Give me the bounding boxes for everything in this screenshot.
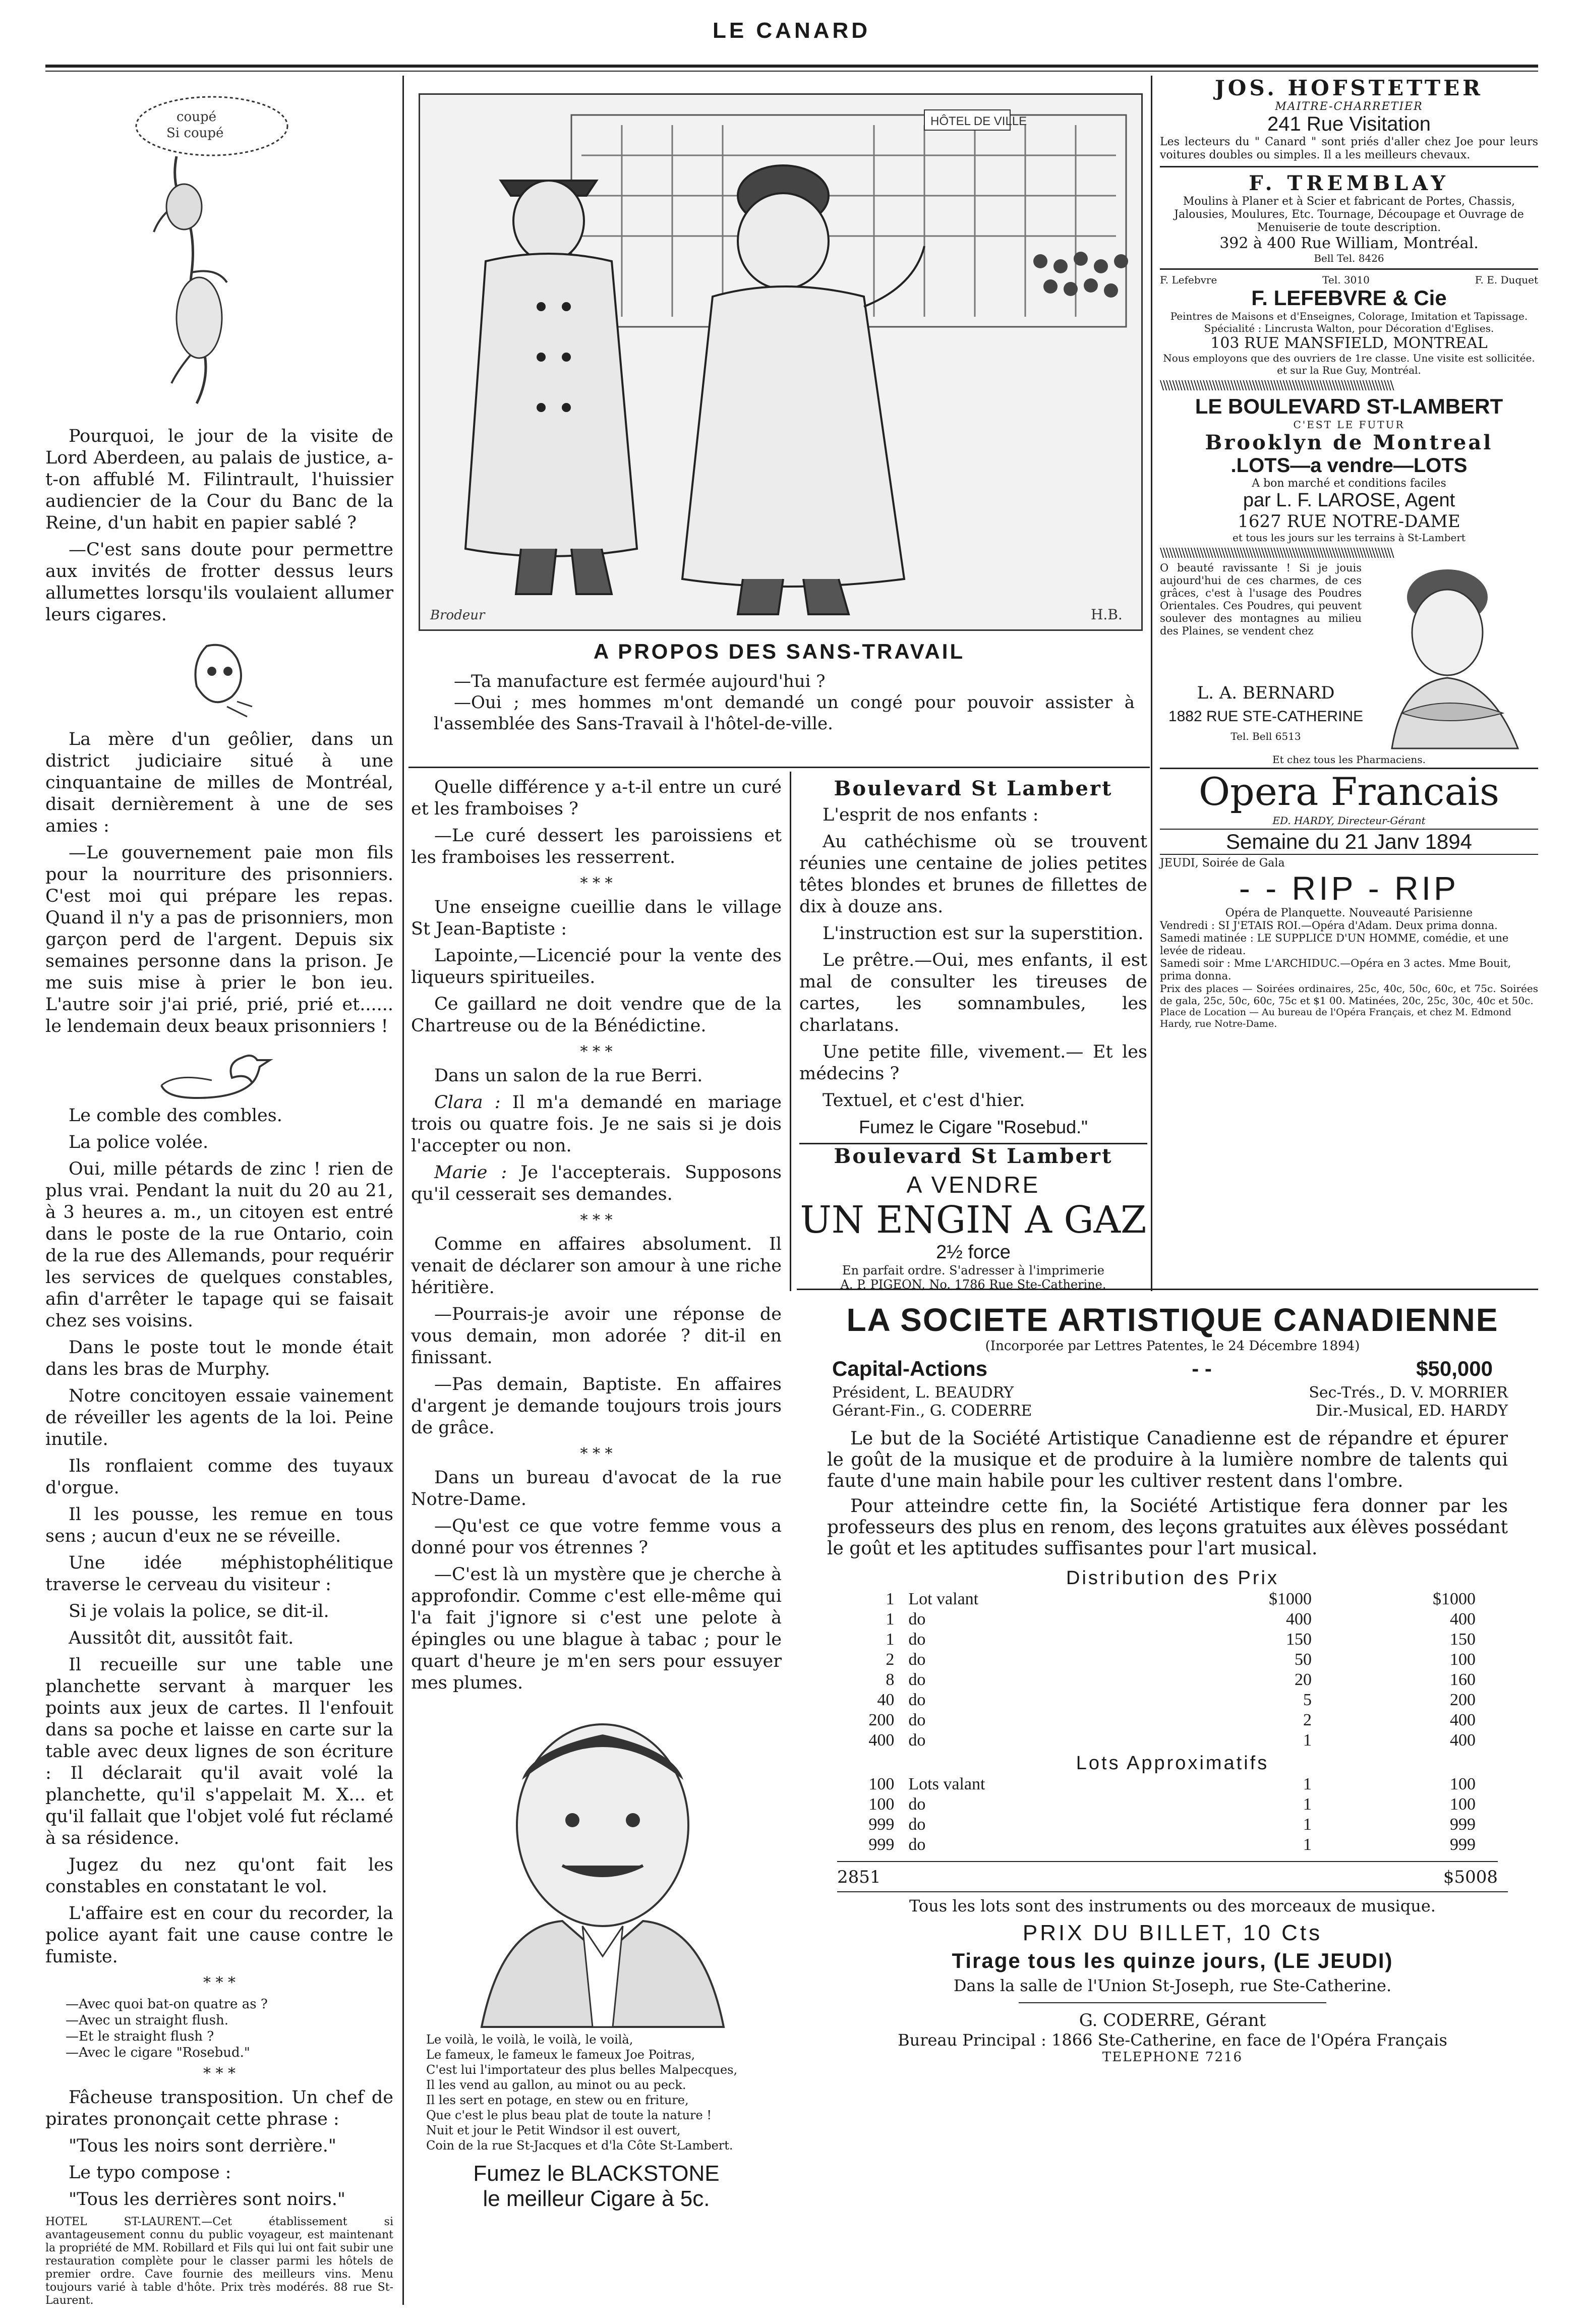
prize-qty: 40 xyxy=(877,1691,895,1709)
capital-value: $50,000 xyxy=(1416,1357,1493,1380)
paragraph: —Le gouvernement paie mon fils pour la nourriture des prisonniers. C'est moi qui prépare les repas. Quand il n'y a pas de prisonniers, mon garçon perd de l'argent. Depuis six semaines personne dans la prison. Je me suis mise à prier le bon ieu. L'autre soir j'ai prié, prié, prié et...... le lendemain deux beaux prisonniers ! xyxy=(45,843,393,1036)
prize-value: 50 xyxy=(1294,1650,1312,1669)
prize-label: do xyxy=(908,1691,926,1709)
capital-dash: - - xyxy=(1192,1357,1212,1380)
skull-icon xyxy=(45,631,393,727)
duck-icon xyxy=(45,1042,393,1103)
separator: * * * xyxy=(203,2065,236,2082)
brooklyn: Brooklyn de Montreal xyxy=(1205,431,1493,454)
paragraph: Dans le poste tout le monde était dans les bras de Murphy. xyxy=(45,1338,393,1379)
paragraph: Le comble des combles. xyxy=(69,1106,282,1126)
masthead-rule-thin xyxy=(45,71,1538,72)
tirage: Tirage tous les quinze jours, (LE JEUDI) xyxy=(952,1949,1393,1972)
cartoon-signature-left: Brodeur xyxy=(430,608,485,623)
caption-line: —Ta manufacture est fermée aujourd'hui ? xyxy=(454,671,826,691)
officer: Président, L. BEAUDRY xyxy=(832,1384,1014,1402)
prize-value: 1 xyxy=(1303,1775,1312,1793)
prize-total: 100 xyxy=(1450,1650,1476,1669)
prize-value: 1 xyxy=(1303,1835,1312,1854)
paragraph: Ce gaillard ne doit vendre que de la Chartreuse ou de la Bénédictine. xyxy=(411,994,782,1036)
prize-qty: 999 xyxy=(868,1835,895,1854)
opera-title: Opera Francais xyxy=(1160,768,1538,815)
prize-value: 1 xyxy=(1303,1731,1312,1750)
approx-title: Lots Approximatifs xyxy=(1076,1753,1269,1774)
ad-rule xyxy=(1160,166,1538,167)
prize-value: 1 xyxy=(1303,1795,1312,1814)
small-line: —Avec le cigare "Rosebud." xyxy=(66,2045,250,2060)
speaker: Marie : xyxy=(434,1163,507,1183)
paragraph: Dans un bureau d'avocat de la rue Notre-Dame. xyxy=(411,1468,782,1509)
paragraph: Au cathéchisme où se trouvent réunies une centaine de jolies petites têtes blondes et brunes de fillettes de dix à douze ans. xyxy=(799,832,1147,917)
paragraph: Une petite fille, vivement.— Et les médecins ? xyxy=(799,1042,1147,1084)
beaute-text: O beauté ravissante ! Si je jouis aujourd'hui de ces charmes, de ces grâces, c'est à l'usage des Poudres Orientales. Ces Poudres, qui peuvent soulever des montagnes au milieu des Plaines, se vendent chez xyxy=(1160,562,1362,637)
paragraph: Aussitôt dit, aussitôt fait. xyxy=(69,1628,294,1648)
poem-line: Il les vend au gallon, au minot ou au peck. xyxy=(426,2078,686,2092)
lots-note: Tous les lots sont des instruments ou des morceaux de musique. xyxy=(909,1896,1436,1915)
cartoon-caption xyxy=(434,671,1135,734)
ad-rule xyxy=(837,1891,1508,1892)
column-3 xyxy=(799,777,1147,1292)
prize-label: do xyxy=(908,1835,926,1854)
poem-line: Il les sert en potage, en stew ou en friture, xyxy=(426,2093,689,2107)
separator: * * * xyxy=(580,875,613,892)
lefebvre-text: Peintres de Maisons et d'Enseignes, Colorage, Imitation et Tapissage. Spécialité : Lincrusta Walton, pour Décoration d'Eglises. xyxy=(1170,310,1528,334)
column-rule xyxy=(790,772,791,1291)
lefebvre-left: F. Lefebvre xyxy=(1160,274,1217,286)
caption-line: —Oui ; mes hommes m'ont demandé un congé pour pouvoir assister à l'assemblée des Sans-Travail à l'hôtel-de-ville. xyxy=(434,692,1135,734)
totals-row xyxy=(837,1861,1498,1887)
prize-total: 100 xyxy=(1450,1775,1476,1793)
woman-portrait xyxy=(1372,562,1533,748)
paragraph: L'affaire est en cour du recorder, la police ayant fait une cause contre le fumiste. xyxy=(45,1903,393,1967)
prize-qty: 999 xyxy=(868,1815,895,1834)
boulevard-header: Boulevard St Lambert xyxy=(834,777,1113,800)
opera-prix: Prix des places — Soirées ordinaires, 25c, 40c, 50c, 60c, et 75c. Soirées de gala, 25c, 50c, 60c, 75c et $1 00. Matinées, 20c, 25c, 30c, 40c et 50c. xyxy=(1160,982,1538,1007)
paragraph: Pour atteindre cette fin, la Société Artistique fera donner par les professeurs des plus en renom, des leçons gratuites aux élèves possédant le goût et les aptitudes suffisantes pour l'art musical. xyxy=(827,1496,1508,1559)
officer: Gérant-Fin., G. CODERRE xyxy=(832,1402,1032,1420)
larose-note: et tous les jours sur les terrains à St-Lambert xyxy=(1233,532,1465,544)
rabbit-illustration xyxy=(45,81,393,424)
approx-table xyxy=(837,1774,1483,1855)
prize-label: do xyxy=(908,1670,926,1689)
paragraph: Lapointe,—Licencié pour la vente des liqueurs spiritueiles. xyxy=(411,946,782,987)
prize-row xyxy=(837,1774,1483,1794)
paragraph xyxy=(411,1162,782,1205)
conditions: A bon marché et conditions faciles xyxy=(1252,477,1446,490)
prize-qty: 8 xyxy=(886,1670,895,1689)
prize-total: 150 xyxy=(1450,1630,1476,1649)
zigzag-rule: \\\\\\\\\\\\\\\\\\\\\\\\\\\\\\\\\\\\\\\\\\\\\\\\\\\\\\\\\\\\\\\\\\\\\\\\\\\\ xyxy=(1160,546,1393,560)
paragraph: —C'est là un mystère que je cherche à approfondir. Comme c'est elle-même qui l'a fait j'ignore si c'est une pelote à épingles ou une blague à tabac ; pour le quart d'heure je m'en sers pour essuyer mes plumes. xyxy=(411,1564,782,1693)
paragraph: Si je volais la police, se dit-il. xyxy=(69,1601,329,1621)
bernard-name: L. A. BERNARD xyxy=(1197,683,1335,703)
larose-address: 1627 RUE NOTRE-DAME xyxy=(1238,511,1460,532)
coderre: G. CODERRE, Gérant xyxy=(1079,2010,1266,2030)
masthead-rule xyxy=(45,65,1538,68)
poem-line: C'est lui l'importateur des plus belles Malpecques, xyxy=(426,2063,738,2077)
separator: * * * xyxy=(580,1211,613,1229)
prize-row xyxy=(837,1589,1483,1609)
paragraph: Oui, mille pétards de zinc ! rien de plus vrai. Pendant la nuit du 20 au 21, à 3 heures a. m., un citoyen est entré dans le poste de la rue Ontario, coin de la rue des Allemands, pour requérir les services de quelques constables, afin d'arrêter le tapage qui se faisait chez ses voisins. xyxy=(45,1159,393,1331)
opera-week: Semaine du 21 Janv 1894 xyxy=(1160,829,1538,855)
total-left: 2851 xyxy=(837,1867,881,1887)
bernard-tel: Tel. Bell 6513 xyxy=(1230,730,1301,742)
poem-line: Nuit et jour le Petit Windsor il est ouvert, xyxy=(426,2123,681,2137)
prize-row xyxy=(837,1609,1483,1630)
prize-row xyxy=(837,1650,1483,1670)
prize-qty: 1 xyxy=(886,1610,895,1629)
prize-total: $1000 xyxy=(1433,1590,1476,1608)
prize-total: 999 xyxy=(1450,1835,1476,1854)
prize-row xyxy=(837,1690,1483,1710)
poem xyxy=(411,2032,782,2153)
prize-total: 400 xyxy=(1450,1610,1476,1629)
paragraph: Il les pousse, les remue en tous sens ; aucun d'eux ne se réveille. xyxy=(45,1504,393,1546)
paragraph: Pourquoi, le jour de la visite de Lord Aberdeen, au palais de justice, a-t-on affublé M. Filintrault, l'huissier audiencier de la Cour du Banc de la Reine, d'un habit en papier sablé ? xyxy=(45,426,393,533)
paragraph: Le typo compose : xyxy=(69,2163,231,2183)
prize-label: do xyxy=(908,1815,926,1834)
etat: En parfait ordre. S'adresser à l'imprimerie xyxy=(842,1263,1104,1277)
hotel-ad: HOTEL ST-LAURENT.—Cet établissement si avantageusement connu du public voyageur, est maintenant la propriété de MM. Robillard et Fils qui lui ont fait subir une restauration complète pour le classer parmi les hôtels de premier ordre. Cave fournie des meilleurs vins. Menu toujours varié à table d'hôte. Prix très modérés. 88 rue St-Laurent. xyxy=(45,2216,393,2307)
futur: C'EST LE FUTUR xyxy=(1293,419,1405,431)
prize-total: 100 xyxy=(1450,1795,1476,1814)
distribution-title: Distribution des Prix xyxy=(1066,1567,1279,1589)
masthead: LE CANARD xyxy=(712,18,871,43)
prize-qty: 1 xyxy=(886,1630,895,1649)
paragraph: Fâcheuse transposition. Un chef de pirates prononçait cette phrase : xyxy=(45,2087,393,2129)
separator: * * * xyxy=(203,1974,236,1992)
lefebvre-right: F. E. Duquet xyxy=(1475,274,1538,286)
prize-total: 400 xyxy=(1450,1731,1476,1750)
rosebud-ad: Fumez le Cigare "Rosebud." xyxy=(859,1117,1088,1137)
officers xyxy=(807,1384,1538,1420)
column-rule xyxy=(1151,76,1152,1291)
paragraph: Dans un salon de la rue Berri. xyxy=(434,1066,703,1086)
prize-value: 1 xyxy=(1303,1815,1312,1834)
rip-rip: - - RIP - RIP xyxy=(1239,869,1459,907)
small-line: —Et le straight flush ? xyxy=(66,2029,214,2044)
prize-row xyxy=(837,1815,1483,1835)
bubble-text-1: coupé xyxy=(177,109,216,125)
column-4 xyxy=(1160,76,1538,1286)
capital-row xyxy=(807,1354,1538,1384)
paragraph: —Pourrais-je avoir une réponse de vous demain, mon adorée ? dit-il en finissant. xyxy=(411,1304,782,1368)
opera-plan: Opéra de Planquette. Nouveauté Parisienne xyxy=(1225,907,1473,919)
cartoon-title: A PROPOS DES SANS-TRAVAIL xyxy=(593,640,965,663)
prize-label: do xyxy=(908,1731,926,1750)
telephone: TELEPHONE 7216 xyxy=(1102,2050,1243,2065)
paragraph: La mère d'un geôlier, dans un district judiciaire situé à une cinquantaine de milles de Montréal, disait dernièrement à une de ses amies : xyxy=(45,729,393,836)
billet-price: PRIX DU BILLET, 10 Cts xyxy=(1022,1921,1323,1945)
total-right: $5008 xyxy=(1443,1867,1498,1887)
zigzag-rule: \\\\\\\\\\\\\\\\\\\\\\\\\\\\\\\\\\\\\\\\\\\\\\\\\\\\\\\\\\\\\\\\\\\\\\\\\\\\ xyxy=(1160,378,1393,392)
paragraph xyxy=(411,1092,782,1157)
separator: * * * xyxy=(580,1445,613,1463)
prize-value: 20 xyxy=(1294,1670,1312,1689)
prize-total: 160 xyxy=(1450,1670,1476,1689)
prize-qty: 100 xyxy=(868,1775,895,1793)
force: 2½ force xyxy=(936,1242,1011,1263)
prize-qty: 2 xyxy=(886,1650,895,1669)
prize-label: Lots valant xyxy=(908,1775,985,1793)
small-line: —Avec quoi bat-on quatre as ? xyxy=(66,1997,268,2012)
poem-line: Le fameux, le fameux le fameux Joe Poitras, xyxy=(426,2048,695,2062)
ad-rule xyxy=(1019,2002,1326,2003)
prize-label: do xyxy=(908,1795,926,1814)
dialogue: Je l'accepterais. Supposons qu'il cesserait ses demandes. xyxy=(411,1163,782,1204)
capital-label: Capital-Actions xyxy=(832,1357,988,1380)
prize-label: do xyxy=(908,1630,926,1649)
paragraph: —Pas demain, Baptiste. En affaires d'argent je demande toujours trois jours de grâce. xyxy=(411,1374,782,1438)
blackstone-ad: Fumez le BLACKSTONE xyxy=(473,2161,720,2186)
column-2 xyxy=(411,777,782,2310)
opera-prog: Samedi soir : Mme L'ARCHIDUC.—Opéra en 3 actes. Mme Bouit, prima donna. xyxy=(1160,957,1511,982)
small-joke xyxy=(45,1996,393,2061)
prize-value: 2 xyxy=(1303,1711,1312,1729)
paragraph: L'instruction est sur la superstition. xyxy=(823,923,1144,944)
prize-qty: 1 xyxy=(886,1590,895,1608)
paragraph: Notre concitoyen essaie vainement de réveiller les agents de la loi. Peine inutile. xyxy=(45,1386,393,1449)
prize-value: 400 xyxy=(1285,1610,1312,1629)
pharmacies: Et chez tous les Pharmaciens. xyxy=(1272,753,1426,766)
prize-value: 150 xyxy=(1285,1630,1312,1649)
larose: par L. F. LAROSE, Agent xyxy=(1243,490,1455,511)
paragraph: Textuel, et c'est d'hier. xyxy=(823,1090,1025,1111)
blackstone-ad-sub: le meilleur Cigare à 5c. xyxy=(483,2186,710,2211)
poem-line: Coin de la rue St-Jacques et d'la Côte St-Lambert. xyxy=(426,2138,733,2153)
paragraph: —Qu'est ce que votre femme vous a donné pour vos étrennes ? xyxy=(411,1516,782,1558)
lefebvre-tel: Tel. 3010 xyxy=(1322,274,1370,286)
column-rule xyxy=(402,76,404,2305)
hofstetter-sub: MAITRE-CHARRETIER xyxy=(1275,100,1423,113)
tremblay-name: F. TREMBLAY xyxy=(1249,171,1449,195)
opera-prog: Samedi matinée : LE SUPPLICE D'UN HOMME, comédie, et une levée de rideau. xyxy=(1160,932,1509,957)
prize-qty: 200 xyxy=(868,1711,895,1729)
prize-row xyxy=(837,1630,1483,1650)
opera-prog: Vendredi : SI J'ETAIS ROI.—Opéra d'Adam. Deux prima donna. xyxy=(1160,919,1498,932)
opera-jeudi: JEUDI, Soirée de Gala xyxy=(1160,857,1285,869)
opera-director: ED. HARDY, Directeur-Gérant xyxy=(1272,815,1426,827)
opera-location: Place de Location — Au bureau de l'Opéra Français, et chez M. Edmond Hardy, rue Notre-Dame. xyxy=(1160,1007,1511,1029)
small-line: —Avec un straight flush. xyxy=(66,2013,228,2028)
prize-qty: 100 xyxy=(868,1795,895,1814)
lefebvre-note: Nous employons que des ouvriers de 1re classe. Une visite est sollicitée. et sur la Rue Guy, Montréal. xyxy=(1163,352,1535,376)
tremblay-text: Moulins à Planer et à Scier et fabricant de Portes, Chassis, Jalousies, Moulures, Etc. Tournage, Découpage et Ouvrage de Menuiserie de toute description. xyxy=(1174,195,1524,234)
paragraph: "Tous les noirs sont derrière." xyxy=(69,2136,336,2156)
tremblay-tel: Bell Tel. 8426 xyxy=(1314,252,1384,264)
separator: * * * xyxy=(580,1043,613,1061)
column-1 xyxy=(45,81,393,2307)
hofstetter-name: JOS. HOFSTETTER xyxy=(1214,76,1484,100)
prize-value: 5 xyxy=(1303,1691,1312,1709)
prize-row xyxy=(837,1794,1483,1815)
prize-qty: 400 xyxy=(868,1731,895,1750)
paragraph: Quelle différence y a-t-il entre un curé et les framboises ? xyxy=(411,777,782,819)
paragraph: Il recueille sur une table une planchette servant à marquer les points aux jeux de cartes. Il l'enfouit dans sa poche et laisse en carte sur la table avec deux lignes de son écriture : Il déclarait qu'il avait volé la planchette, qu'il s'appelait M. X... et qu'il fallait que l'objet volé fut réclamé à sa résidence. xyxy=(45,1655,393,1848)
prize-value: $1000 xyxy=(1268,1590,1312,1608)
lefebvre-address: 103 RUE MANSFIELD, MONTREAL xyxy=(1210,334,1488,352)
prize-label: do xyxy=(908,1650,926,1669)
speaker: Clara : xyxy=(434,1092,501,1113)
prize-row xyxy=(837,1835,1483,1855)
prize-total: 200 xyxy=(1450,1691,1476,1709)
paragraph: Le prêtre.—Oui, mes enfants, il est mal de consulter les tireuses de cartes, les somnambules, les charlatans. xyxy=(799,950,1147,1035)
lefebvre-name: F. LEFEBVRE & Cie xyxy=(1251,286,1447,310)
societe-section xyxy=(807,1301,1538,2305)
prize-row xyxy=(837,1730,1483,1751)
prize-label: do xyxy=(908,1711,926,1729)
engin-a-gaz: UN ENGIN A GAZ xyxy=(800,1198,1147,1242)
ad-rule xyxy=(1160,268,1538,270)
societe-title: LA SOCIETE ARTISTIQUE CANADIENNE xyxy=(846,1302,1499,1338)
poem-line: Que c'est le plus beau plat de toute la nature ! xyxy=(426,2108,712,2122)
bubble-text-2: Si coupé xyxy=(166,126,224,141)
paragraph: Le but de la Société Artistique Canadienne est de répandre et épurer le goût de la musique et de produire à la lumière nombre de talents qui faute d'une main habile pour les cultiver restent dans l'ombre. xyxy=(827,1428,1508,1491)
prize-label: Lot valant xyxy=(908,1590,979,1608)
cartoon-signature-right: H.B. xyxy=(1091,606,1123,623)
boulevard-header: Boulevard St Lambert xyxy=(799,1143,1147,1168)
paragraph: "Tous les derrières sont noirs." xyxy=(69,2189,345,2210)
boulevard-ad-title: LE BOULEVARD ST-LAMBERT xyxy=(1195,394,1503,418)
paragraph: La police volée. xyxy=(69,1132,209,1152)
section-rule xyxy=(408,767,1150,768)
prize-label: do xyxy=(908,1610,926,1629)
poem-line: Le voilà, le voilà, le voilà, le voilà, xyxy=(426,2032,633,2047)
paragraph: L'esprit de nos enfants : xyxy=(823,805,1039,825)
cartoon-illustration xyxy=(419,93,1143,631)
hofstetter-address: 241 Rue Visitation xyxy=(1267,113,1431,135)
bureau: Bureau Principal : 1866 Ste-Catherine, en face de l'Opéra Français xyxy=(898,2030,1447,2050)
prize-table xyxy=(837,1589,1483,1751)
paragraph: Ils ronflaient comme des tuyaux d'orgue. xyxy=(45,1456,393,1498)
a-vendre: A VENDRE xyxy=(906,1172,1040,1198)
paragraph: —Le curé dessert les paroissiens et les framboises les resserrent. xyxy=(411,826,782,867)
cartoon-sign: HÔTEL DE VILLE xyxy=(930,114,1027,128)
prize-row xyxy=(837,1710,1483,1730)
officer: Sec-Trés., D. V. MORRIER xyxy=(1309,1384,1508,1402)
officer: Dir.-Musical, ED. HARDY xyxy=(1316,1402,1508,1420)
lots-heading: .LOTS—a vendre—LOTS xyxy=(1230,454,1468,477)
paragraph: —C'est sans doute pour permettre aux invités de frotter dessus leurs allumettes lorsqu'ils voulaient allumer leurs cigares. xyxy=(45,540,393,625)
pigeon-address: A. P. PIGEON, No. 1786 Rue Ste-Catherine. xyxy=(840,1277,1106,1292)
portrait-illustration xyxy=(411,1704,782,2032)
hofstetter-text: Les lecteurs du " Canard " sont priés d'aller chez Joe pour leurs voitures doubles ou simples. Il a les meilleurs chevaux. xyxy=(1160,136,1538,161)
bernard-address: 1882 RUE STE-CATHERINE xyxy=(1168,708,1364,725)
bernard-ad xyxy=(1160,562,1538,753)
tremblay-address: 392 à 400 Rue William, Montréal. xyxy=(1219,235,1479,252)
paragraph: Une idée méphistophélitique traverse le cerveau du visiteur : xyxy=(45,1553,393,1595)
prize-total: 999 xyxy=(1450,1815,1476,1834)
societe-incorp: (Incorporée par Lettres Patentes, le 24 Décembre 1894) xyxy=(985,1339,1360,1354)
paragraph: Comme en affaires absolument. Il venait de déclarer son amour à une riche héritière. xyxy=(411,1234,782,1298)
paragraph: Une enseigne cueillie dans le village St Jean-Baptiste : xyxy=(411,897,782,939)
prize-total: 400 xyxy=(1450,1711,1476,1729)
paragraph: Jugez du nez qu'ont fait les constables en constatant le vol. xyxy=(45,1855,393,1897)
prize-row xyxy=(837,1670,1483,1690)
dialogue: Il m'a demandé en mariage trois ou quatre fois. Je ne sais si je dois l'accepter ou non. xyxy=(411,1092,782,1156)
lefebvre-header xyxy=(1160,274,1538,286)
salle: Dans la salle de l'Union St-Joseph, rue Ste-Catherine. xyxy=(953,1976,1392,1995)
